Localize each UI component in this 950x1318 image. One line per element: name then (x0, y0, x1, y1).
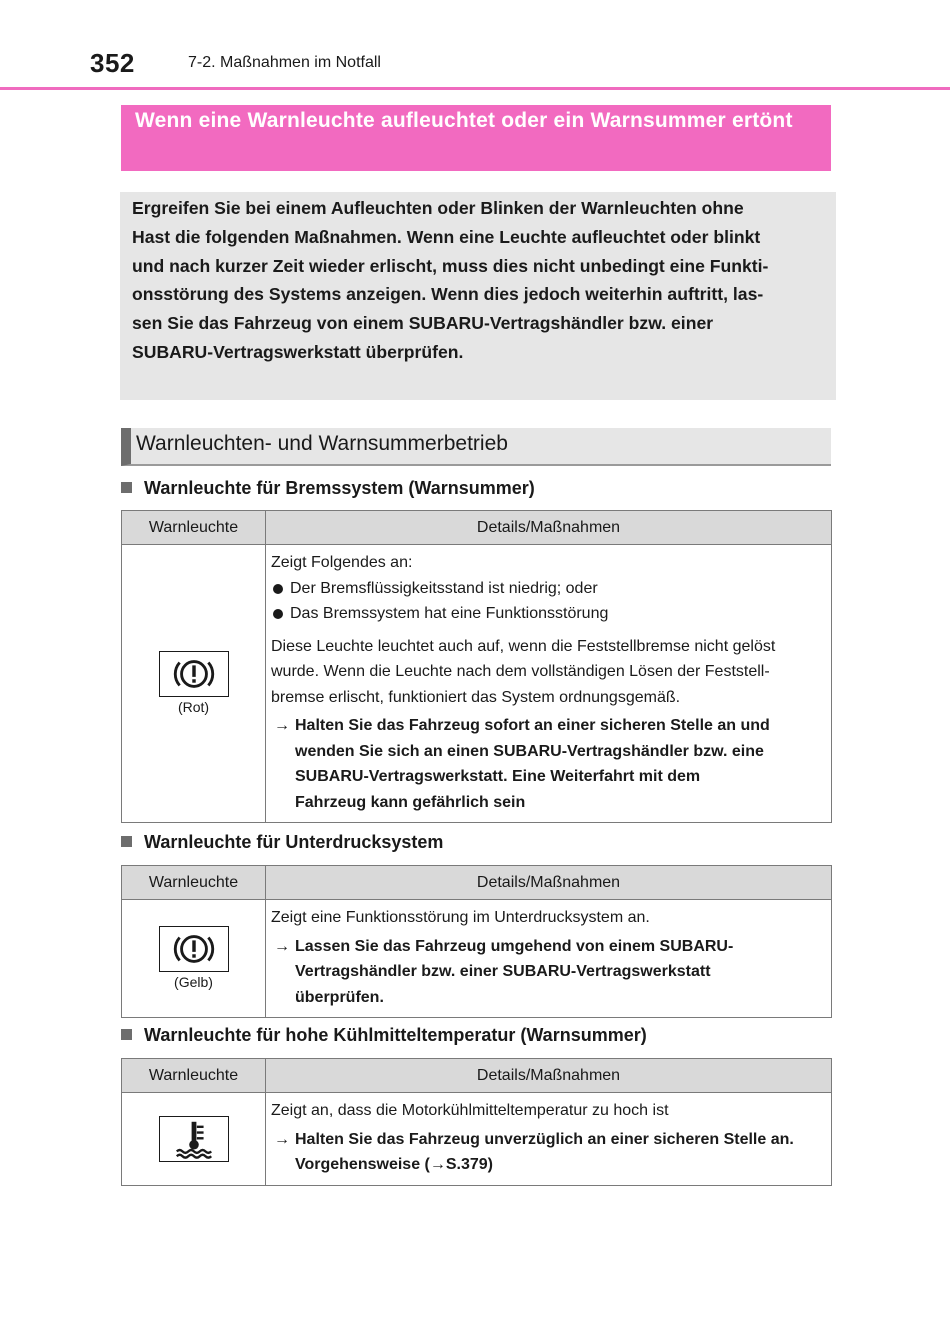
square-bullet-icon (121, 482, 132, 493)
column-header-details: Details/Maßnahmen (266, 866, 832, 900)
paragraph-line: bremse erlischt, funktioniert das System ordnungsgemäß. (271, 688, 681, 706)
intro-line: Hast die folgenden Maßnahmen. Wenn eine Leuchte aufleuchtet oder blinkt (132, 226, 761, 247)
intro-line: Ergreifen Sie bei einem Aufleuchten oder Blinken der Warnleuchten ohne (132, 198, 744, 218)
action-line (295, 1152, 824, 1178)
brake-warning-icon (159, 926, 229, 972)
column-header-details: Details/Maßnahmen (266, 511, 832, 545)
details-intro: Zeigt Folgendes an: (271, 554, 413, 571)
icon-cell (122, 900, 266, 1018)
action-line: überprüfen. (295, 988, 384, 1006)
warning-table-coolant (121, 1058, 832, 1186)
subsection-title: Warnleuchte für Unterdrucksystem (144, 832, 444, 852)
action-text: Vorgehensweise ( (295, 1156, 430, 1173)
page-header (0, 0, 950, 90)
action-line: Fahrzeug kann gefährlich sein (295, 793, 526, 811)
subsection-heading-vacuum (121, 831, 443, 853)
intro-line: und nach kurzer Zeit wieder erlischt, muss dies nicht unbedingt eine Funkti- (132, 255, 769, 276)
warning-table-brake (121, 510, 832, 823)
paragraph-line: wurde. Wenn die Leuchte nach dem vollständigen Lösen der Feststell- (271, 663, 770, 680)
intro-line: SUBARU-Vertragswerkstatt überprüfen. (132, 341, 464, 362)
brake-warning-icon (159, 651, 229, 697)
bullet-item: Der Bremsflüssigkeitsstand ist niedrig; oder (271, 576, 824, 602)
arrow-icon: → (274, 717, 290, 734)
subsection-heading-brake (121, 477, 535, 499)
action-line: SUBARU-Vertragswerkstatt. Eine Weiterfahrt mit dem (295, 768, 701, 785)
details-paragraph (271, 634, 824, 711)
action-line: Lassen Sie das Fahrzeug umgehend von einem SUBARU- (295, 937, 734, 955)
action-line: wenden Sie sich an einen SUBARU-Vertragshändler bzw. eine (295, 742, 764, 760)
bullet-item: Das Bremssystem hat eine Funktionsstörung (271, 601, 824, 627)
action-instruction (271, 713, 824, 815)
details-cell (266, 1093, 832, 1186)
column-header-warnleuchte: Warnleuchte (122, 866, 266, 900)
icon-cell (122, 1093, 266, 1186)
intro-line: onsstörung des Systems anzeigen. Wenn dies jedoch weiterhin auftritt, las- (132, 284, 764, 305)
action-text: ) (487, 1156, 493, 1173)
page-number: 352 (90, 48, 135, 78)
subsection-heading-coolant (121, 1024, 647, 1046)
coolant-temperature-icon (159, 1116, 229, 1162)
page-reference-link[interactable]: S.379 (445, 1156, 488, 1173)
action-instruction (271, 1127, 824, 1178)
subsection-title: Warnleuchte für hohe Kühlmitteltemperatur (Warnsummer) (144, 1025, 647, 1045)
table-header-row (122, 866, 832, 900)
intro-box (120, 192, 836, 400)
header-rule (0, 87, 950, 90)
page-title: Wenn eine Warnleuchte aufleuchtet oder ein Warnsummer ertönt (121, 105, 831, 171)
square-bullet-icon (121, 836, 132, 847)
arrow-icon: → (274, 937, 290, 955)
arrow-icon: → (274, 1130, 290, 1148)
chapter-title: 7-2. Maßnahmen im Notfall (188, 54, 381, 71)
table-row (122, 900, 832, 1018)
square-bullet-icon (121, 1029, 132, 1040)
table-header-row (122, 1059, 832, 1093)
details-cell (266, 545, 832, 823)
icon-color-caption: (Gelb) (174, 974, 213, 990)
section-heading: Warnleuchten- und Warnsummerbetrieb (121, 428, 831, 466)
subsection-title: Warnleuchte für Bremssystem (Warnsummer) (144, 478, 535, 498)
action-line: Vertragshändler bzw. einer SUBARU-Vertragswerkstatt (295, 963, 711, 980)
icon-color-caption: (Rot) (177, 699, 210, 715)
column-header-warnleuchte: Warnleuchte (122, 511, 266, 545)
arrow-icon: → (429, 1156, 446, 1173)
paragraph-line: Diese Leuchte leuchtet auch auf, wenn die Feststellbremse nicht gelöst (271, 637, 776, 655)
intro-line: sen Sie das Fahrzeug von einem SUBARU-Vertragshändler bzw. einer (132, 313, 714, 334)
action-line: Halten Sie das Fahrzeug sofort an einer sicheren Stelle an und (295, 717, 770, 734)
table-row (122, 1093, 832, 1186)
details-intro: Zeigt eine Funktionsstörung im Unterdrucksystem an. (271, 909, 650, 926)
warning-table-vacuum (121, 865, 832, 1018)
details-cell (266, 900, 832, 1018)
table-row (122, 545, 832, 823)
details-intro: Zeigt an, dass die Motorkühlmitteltemperatur zu hoch ist (271, 1102, 669, 1119)
action-line: Halten Sie das Fahrzeug unverzüglich an einer sicheren Stelle an. (295, 1130, 794, 1148)
action-instruction (271, 934, 824, 1011)
icon-cell (122, 545, 266, 823)
table-header-row (122, 511, 832, 545)
column-header-details: Details/Maßnahmen (266, 1059, 832, 1093)
column-header-warnleuchte: Warnleuchte (122, 1059, 266, 1093)
